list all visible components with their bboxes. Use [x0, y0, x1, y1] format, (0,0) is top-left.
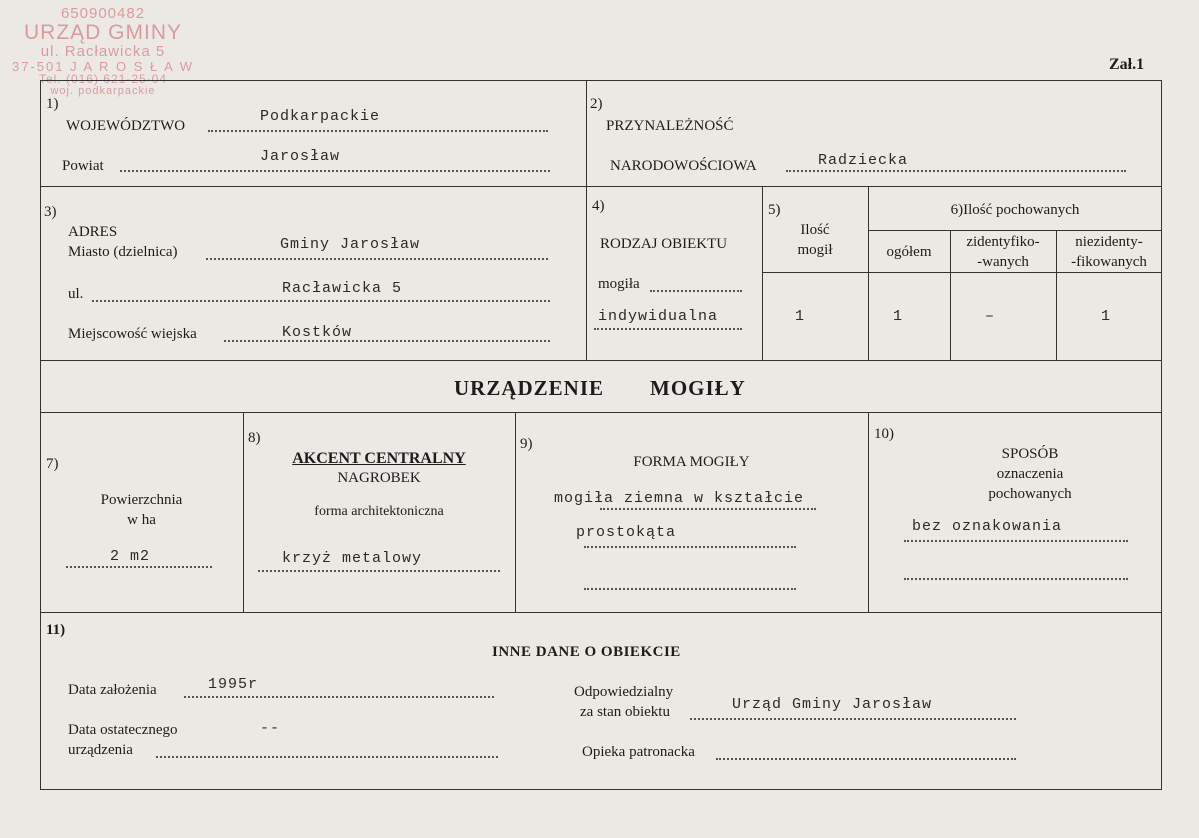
responsible-value: Urząd Gminy Jarosław — [732, 696, 933, 713]
nationality-value: Radziecka — [818, 152, 909, 169]
wojewodztwo-label: WOJEWÓDZTWO — [66, 118, 186, 134]
section1-number: 1) — [46, 96, 59, 112]
area-label-line2: w ha — [127, 512, 156, 528]
section2-number: 2) — [590, 96, 603, 112]
object-type-dotted-line2 — [594, 328, 742, 330]
object-type-value-line2: indywidualna — [598, 308, 719, 325]
row-divider-4 — [40, 612, 1162, 613]
area-label-line1: Powierzchnia — [100, 492, 183, 508]
col-divider-9-10 — [868, 412, 869, 612]
miejscowosc-value: Kostków — [282, 324, 353, 341]
miejscowosc-label: Miejscowość wiejska — [68, 326, 197, 342]
section7-number: 7) — [46, 456, 59, 472]
nationality-label-line2: NARODOWOŚCIOWA — [610, 158, 757, 174]
miasto-value: Gminy Jarosław — [280, 236, 421, 253]
stamp-phone: Tel. (016) 621-25-04 — [38, 72, 168, 87]
miasto-label: Miasto (dzielnica) — [68, 244, 178, 260]
marking-method-label-line2: oznaczenia — [996, 466, 1064, 482]
adres-label: ADRES — [68, 224, 118, 240]
grave-form-dotted-line2 — [584, 546, 796, 548]
section5-number: 5) — [768, 202, 781, 218]
stamp-city: 37-501 J A R O S Ł A W — [11, 58, 195, 74]
final-setup-date-value: -- — [260, 720, 281, 737]
stamp-regon: 650900482 — [60, 5, 146, 22]
buried-total-value: 1 — [892, 308, 903, 325]
grave-form-dotted-line1 — [600, 508, 816, 510]
object-type-value-line1: mogiła — [598, 276, 640, 292]
attachment-label: Zał.1 — [1109, 56, 1145, 73]
marking-method-dotted-line1 — [904, 540, 1128, 542]
final-setup-date-label-line1: Data ostatecznego — [68, 722, 178, 738]
founding-date-value: 1995r — [208, 676, 259, 693]
col-divider-8-9 — [515, 412, 516, 612]
central-accent-label: AKCENT CENTRALNY — [292, 450, 466, 467]
section4-number: 4) — [592, 198, 605, 214]
object-type-dotted-line1 — [650, 290, 742, 292]
architectural-form-label: forma architektoniczna — [314, 504, 444, 519]
miasto-dotted-line — [206, 258, 548, 260]
section3-number: 3) — [44, 204, 57, 220]
marking-method-label-line1: SPOSÓB — [1001, 446, 1059, 462]
col-divider-main — [586, 80, 587, 360]
buried-identified-header-line2: -wanych — [977, 254, 1029, 270]
area-dotted-line — [66, 566, 212, 568]
responsible-label-line1: Odpowiedzialny — [574, 684, 674, 700]
final-setup-date-dotted-line — [156, 756, 498, 758]
heading-word2: MOGIŁY — [650, 376, 746, 400]
marking-method-label-line3: pochowanych — [988, 486, 1072, 502]
marking-method-dotted-line2 — [904, 578, 1128, 580]
buried-unidentified-header-line2: -fikowanych — [1071, 254, 1147, 270]
powiat-dotted-line — [120, 170, 550, 172]
miejscowosc-dotted-line — [224, 340, 550, 342]
architectural-form-value: krzyż metalowy — [282, 550, 423, 567]
stamp-street: ul. Racławicka 5 — [40, 42, 166, 60]
patronage-label: Opieka patronacka — [582, 744, 695, 760]
responsible-label-line2: za stan obiektu — [580, 704, 670, 720]
buried-identified-header-line1: zidentyfiko- — [966, 234, 1040, 250]
nationality-dotted-line — [786, 170, 1126, 172]
section10-number: 10) — [874, 426, 894, 442]
section11-number: 11) — [46, 622, 66, 638]
heading-word1: URZĄDZENIE — [454, 376, 605, 400]
responsible-dotted-line — [690, 718, 1016, 720]
section6-header-divider — [868, 230, 1162, 231]
nationality-label-line1: PRZYNALEŻNOŚĆ — [606, 118, 734, 134]
row-divider-1 — [40, 186, 1162, 187]
buried-identified-value: – — [984, 308, 995, 325]
wojewodztwo-value: Podkarpackie — [260, 108, 381, 125]
patronage-dotted-line — [716, 758, 1016, 760]
architectural-form-dotted-line — [258, 570, 500, 572]
grave-form-value-line2: prostokąta — [576, 524, 677, 541]
powiat-label: Powiat — [62, 158, 104, 174]
row-divider-3 — [40, 412, 1162, 413]
grave-form-dotted-line3 — [584, 588, 796, 590]
grave-form-value-line1: mogiła ziemna w kształcie — [554, 490, 805, 507]
section5-6-value-divider — [762, 272, 1162, 273]
stamp-voivodeship: woj. podkarpackie — [50, 84, 156, 97]
founding-date-dotted-line — [184, 696, 494, 698]
final-setup-date-label-line2: urządzenia — [68, 742, 133, 758]
ul-dotted-line — [92, 300, 550, 302]
col-divider-4-5 — [762, 186, 763, 360]
graves-count-label-line2: mogił — [797, 242, 833, 258]
buried-total-header: ogółem — [886, 244, 932, 260]
wojewodztwo-dotted-line — [208, 130, 548, 132]
other-data-title: INNE DANE O OBIEKCIE — [492, 644, 681, 660]
row-divider-2 — [40, 360, 1162, 361]
graves-count-label-line1: Ilość — [800, 222, 830, 238]
powiat-value: Jarosław — [260, 148, 341, 165]
ul-value: Racławicka 5 — [282, 280, 403, 297]
buried-count-label: 6)Ilość pochowanych — [950, 202, 1080, 218]
section8-number: 8) — [248, 430, 261, 446]
marking-method-value: bez oznakowania — [912, 518, 1063, 535]
founding-date-label: Data założenia — [68, 682, 157, 698]
stamp-office-name: URZĄD GMINY — [24, 20, 182, 44]
buried-unidentified-value: 1 — [1100, 308, 1111, 325]
section9-number: 9) — [520, 436, 533, 452]
buried-unidentified-header-line1: niezidenty- — [1075, 234, 1143, 250]
tombstone-label: NAGROBEK — [337, 470, 421, 486]
grave-form-label: FORMA MOGIŁY — [633, 454, 750, 470]
graves-count-value: 1 — [794, 308, 805, 325]
object-type-label: RODZAJ OBIEKTU — [600, 236, 728, 252]
area-value: 2 m2 — [110, 548, 151, 565]
ul-label: ul. — [68, 286, 84, 302]
